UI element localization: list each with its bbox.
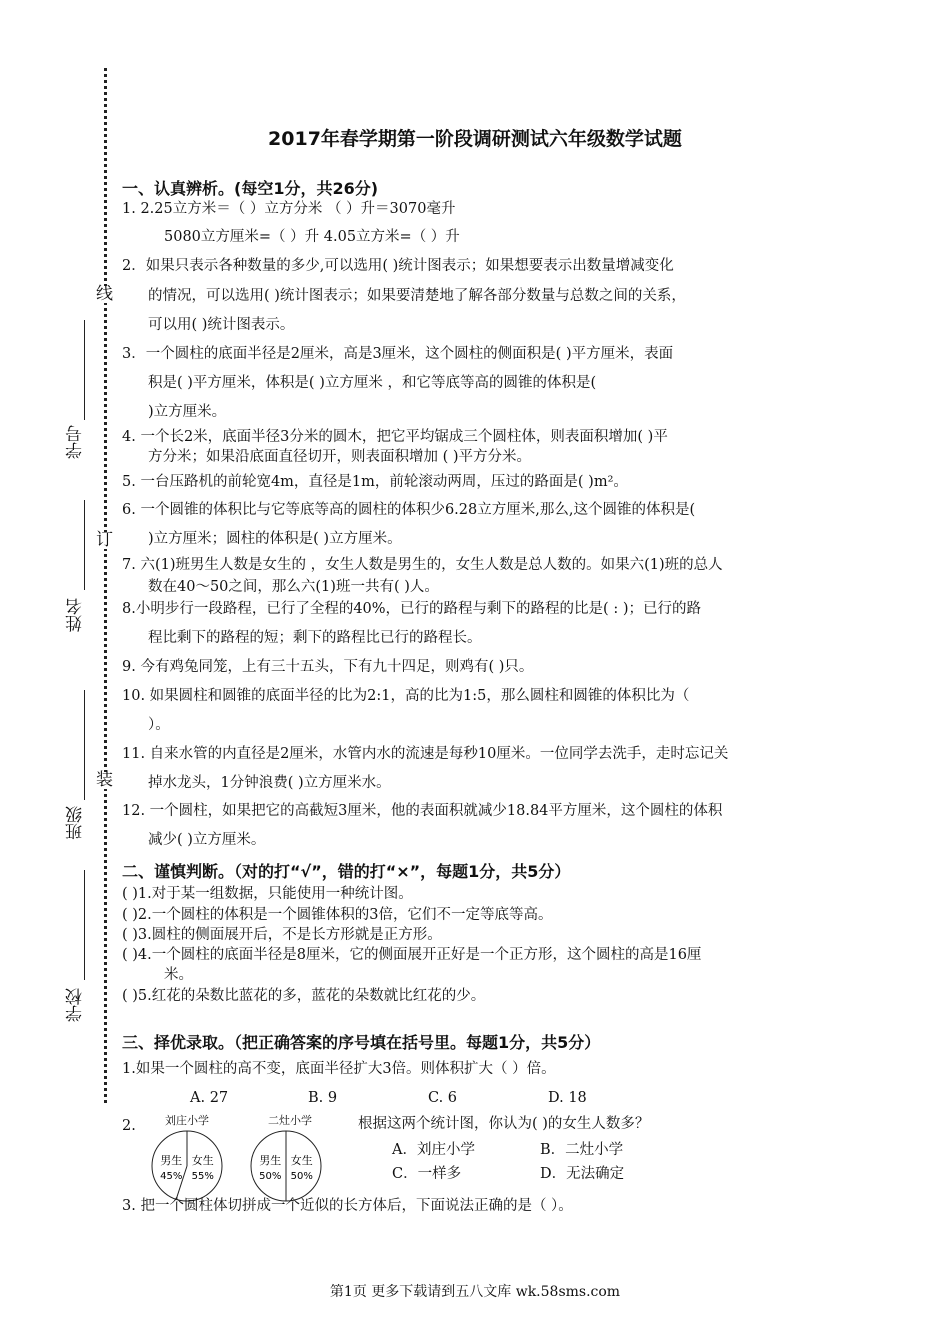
s3-q2-option: C．一样多 bbox=[392, 1166, 462, 1182]
s1-line: 掉水龙头，1分钟浪费( )立方厘米水。 bbox=[148, 775, 391, 791]
pie-slice-value: 50% bbox=[259, 1171, 282, 1182]
s3-q1: 1.如果一个圆柱的高不变，底面半径扩大3倍。则体积扩大（ ）倍。 bbox=[122, 1061, 556, 1077]
margin-xian: 线 bbox=[96, 284, 113, 304]
s2-line: ( )1.对于某一组数据，只能使用一种统计图。 bbox=[122, 886, 413, 902]
pie-slice-label: 男生 bbox=[160, 1154, 183, 1167]
section2-heading: 二、谨慎判断。（对的打“√”，错的打“×”，每题1分，共5分） bbox=[122, 862, 571, 881]
s1-line: 5. 一台压路机的前轮宽4m，直径是1m，前轮滚动两周，压过的路面是( )m²。 bbox=[122, 474, 628, 490]
s1-line: 方分米；如果沿底面直径切开，则表面积增加 ( )平方分米。 bbox=[148, 449, 532, 465]
s1-line: 4. 一个长2米，底面半径3分米的圆木，把它平均锯成三个圆柱体，则表面积增加( )平 bbox=[122, 429, 668, 445]
banji-underline bbox=[84, 690, 85, 800]
s1-line: 7. 六(1)班男生人数是女生的 ，女生人数是男生的，女生人数是总人数的。如果六(1)班的总人 bbox=[122, 557, 723, 573]
pie-slice-value: 45% bbox=[160, 1171, 183, 1182]
s1-line: 5080立方厘米=（ ）升 4.05立方米=（ ）升 bbox=[164, 229, 460, 245]
s1-line: 10. 如果圆柱和圆锥的底面半径的比为2:1，高的比为1:5，那么圆柱和圆锥的体积比为（ bbox=[122, 688, 690, 704]
s1-line: 可以用( )统计图表示。 bbox=[148, 317, 295, 333]
pie-title-liuzhuang: 刘庄小学 bbox=[165, 1114, 209, 1127]
s1-line: )立方厘米。 bbox=[148, 404, 227, 420]
s3-q1-option: C. 6 bbox=[428, 1090, 458, 1106]
s3-q1-option: D. 18 bbox=[548, 1090, 587, 1106]
xingming-underline bbox=[84, 500, 85, 590]
s1-line: 12. 一个圆柱，如果把它的高截短3厘米，他的表面积就减少18.84平方厘米，这个圆柱的体积 bbox=[122, 803, 723, 819]
s3-q2-option: D．无法确定 bbox=[540, 1166, 625, 1182]
s1-line: 8.小明步行一段路程，已行了全程的40%，已行的路程与剩下的路程的比是( : )；已行的路 bbox=[122, 601, 701, 617]
s2-line: ( )3.圆柱的侧面展开后，不是长方形就是正方形。 bbox=[122, 927, 442, 943]
page-footer: 第1页 更多下载请到五八文库 wk.58sms.com bbox=[329, 1284, 621, 1300]
page-title: 2017年春学期第一阶段调研测试六年级数学试题 bbox=[268, 128, 682, 150]
pie-title-erzao: 二灶小学 bbox=[268, 1114, 312, 1127]
pie-charts bbox=[140, 1126, 350, 1206]
s3-q1-option: B. 9 bbox=[308, 1090, 338, 1106]
s3-q1-option: A. 27 bbox=[190, 1090, 229, 1106]
margin-ding: 订 bbox=[96, 530, 113, 550]
s1-line: 6. 一个圆锥的体积比与它等底等高的圆柱的体积少6.28立方厘米,那么,这个圆锥的体积是( bbox=[122, 502, 696, 518]
s3-q2-number: 2. bbox=[122, 1118, 136, 1134]
pie-slice-label: 男生 bbox=[259, 1154, 282, 1167]
s1-line: 1. 2.25立方米＝（ ）立方分米 （ ）升＝3070毫升 bbox=[122, 201, 456, 217]
margin-xuehao: 学号 bbox=[66, 425, 86, 459]
pie-slice-label: 女生 bbox=[191, 1154, 214, 1167]
s3-q3: 3. 把一个圆柱体切拼成一个近似的长方体后，下面说法正确的是（ ）。 bbox=[122, 1198, 573, 1214]
s3-q2-option: B．二灶小学 bbox=[540, 1142, 624, 1158]
margin-banji: 班级 bbox=[66, 806, 86, 840]
s1-line: 的情况，可以选用( )统计图表示；如果要清楚地了解各部分数量与总数之间的关系， bbox=[148, 288, 686, 304]
pie-slice-label: 女生 bbox=[290, 1154, 313, 1167]
s2-line: ( )5.红花的朵数比蓝花的多，蓝花的朵数就比红花的少。 bbox=[122, 988, 486, 1004]
s1-line: 9. 今有鸡兔同笼，上有三十五头，下有九十四足，则鸡有( )只。 bbox=[122, 659, 534, 675]
pie-slice-value: 55% bbox=[191, 1171, 214, 1182]
s1-line: 11. 自来水管的内直径是2厘米，水管内水的流速是每秒10厘米。一位同学去洗手，走时忘记关 bbox=[122, 746, 729, 762]
s1-line: 程比剩下的路程的短；剩下的路程比已行的路程长。 bbox=[148, 630, 482, 646]
section1-heading: 一、认真辨析。(每空1分，共26分) bbox=[122, 179, 379, 198]
s1-line: 2．如果只表示各种数量的多少,可以选用( )统计图表示；如果想要表示出数量增减变化 bbox=[122, 258, 674, 274]
binding-dotted-line bbox=[104, 68, 107, 1103]
s1-line: 数在40～50之间，那么六(1)班一共有( )人。 bbox=[148, 579, 439, 595]
s2-line: 米。 bbox=[164, 967, 193, 983]
s1-line: ）。 bbox=[148, 717, 170, 733]
margin-xuexiao: 学校 bbox=[66, 988, 86, 1022]
s2-line: ( )4.一个圆柱的底面半径是8厘米，它的侧面展开正好是一个正方形，这个圆柱的高是16厘 bbox=[122, 947, 702, 963]
xuehao-underline bbox=[84, 320, 85, 420]
xuexiao-underline bbox=[84, 870, 85, 980]
s1-line: 3．一个圆柱的底面半径是2厘米，高是3厘米，这个圆柱的侧面积是( )平方厘米，表面 bbox=[122, 346, 674, 362]
s2-line: ( )2.一个圆柱的体积是一个圆锥体积的3倍，它们不一定等底等高。 bbox=[122, 907, 553, 923]
s3-q2-text: 根据这两个统计图，你认为( )的女生人数多？ bbox=[358, 1116, 650, 1132]
section3-heading: 三、择优录取。（把正确答案的序号填在括号里。每题1分，共5分） bbox=[122, 1033, 601, 1052]
s1-line: )立方厘米；圆柱的体积是( )立方厘米。 bbox=[148, 531, 402, 547]
margin-zhuang: 装 bbox=[96, 770, 113, 790]
pie-slice-value: 50% bbox=[290, 1171, 313, 1182]
s1-line: 积是( )平方厘米，体积是( )立方厘米 ，和它等底等高的圆锥的体积是( bbox=[148, 375, 597, 391]
s3-q2-option: A．刘庄小学 bbox=[392, 1142, 475, 1158]
s1-line: 减少( )立方厘米。 bbox=[148, 832, 266, 848]
margin-xingming: 姓名 bbox=[66, 598, 86, 632]
